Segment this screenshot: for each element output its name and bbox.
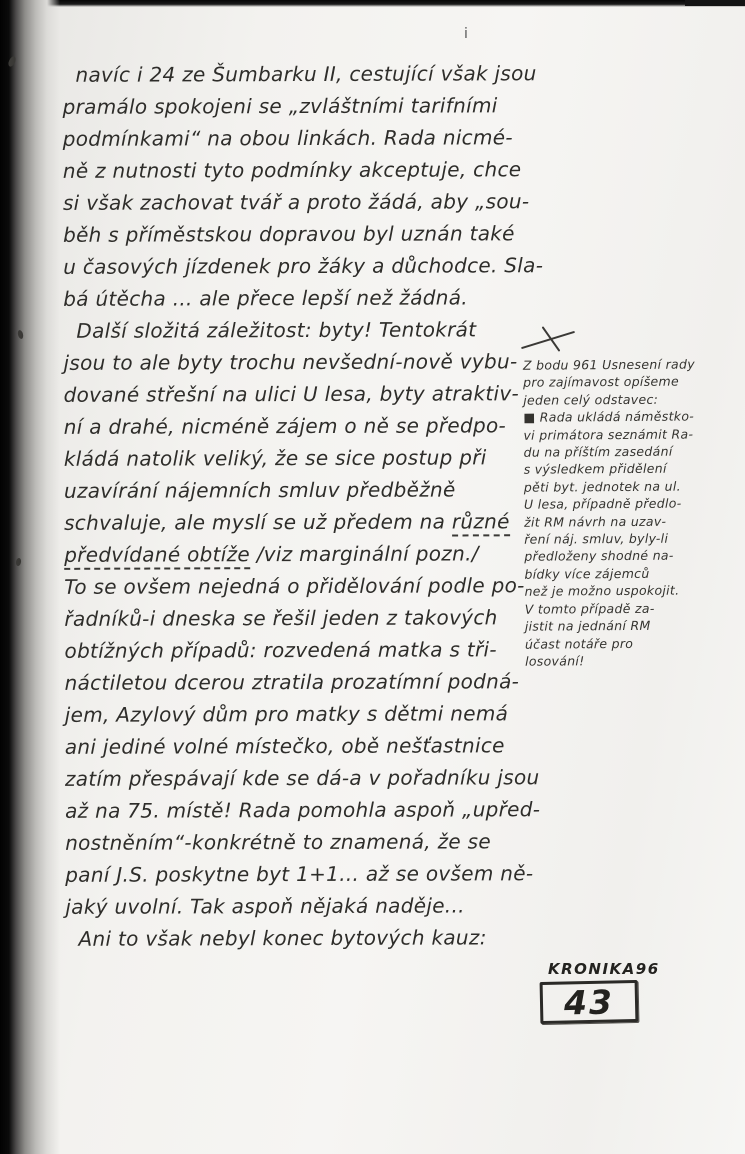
page-footer (540, 960, 700, 1023)
text-line: paní J.S. poskytne byt 1+1... až se ovšem ně- (65, 861, 534, 887)
text-line: jem, Azylový dům pro matky s dětmi nemá (64, 701, 509, 727)
margin-note-line: pěti byt. jednotek na ul. (523, 478, 681, 495)
margin-note-line: V tomto případě za- (524, 600, 655, 617)
text-line: zatím přespávají kde se dá-a v pořadníku jsou (64, 765, 540, 791)
margin-x-mark-icon (522, 324, 574, 358)
text-line: dované střešní na ulici U lesa, byty atraktiv- (63, 381, 520, 407)
underlined-phrase: předvídané obtíže (64, 542, 250, 570)
margin-note-line: du na příštím zasedání (523, 443, 673, 460)
text-line: ani jediné volné místečko, obě nešťastnice (64, 733, 505, 759)
page-number-box (540, 980, 639, 1024)
text-line: bá útěcha ... ale přece lepší než žádná. (63, 285, 468, 311)
text-line: až na 75. místě! Rada pomohla aspoň „upřed- (65, 797, 541, 823)
margin-note-line: ření náj. smluv, byly-li (524, 530, 669, 547)
text-line-paragraph-start: Další složitá záležitost: byty! Tentokrát (76, 317, 477, 343)
margin-note-line: ■ Rada ukládá náměstko- (523, 408, 695, 425)
chronicle-label: KRONIKA96 (548, 960, 660, 978)
scan-edge-left (0, 0, 60, 1154)
margin-note-line: pro zajímavost opíšeme (523, 374, 679, 391)
scan-edge-corner (685, 0, 745, 6)
text-line-with-underline (64, 505, 550, 539)
text-segment: schvaluje, ale myslí se už předem na (64, 509, 452, 535)
page-number: 43 (563, 981, 615, 1023)
margin-note-line: než je možno uspokojit. (524, 582, 680, 599)
text-line: jsou to ale byty trochu nevšední-nově vybu- (63, 349, 518, 375)
margin-note-line: účast notáře pro (524, 635, 634, 652)
text-line: ní a drahé, nicméně zájem o ně se předpo- (63, 413, 507, 439)
text-line: u časových jízdenek pro žáky a důchodce. Sla- (63, 253, 544, 279)
margin-note-line: žit RM návrh na uzav- (524, 513, 667, 530)
ink-speck: i (464, 26, 469, 42)
text-line: si však zachovat tvář a proto žádá, aby „sou- (62, 189, 530, 215)
text-line: uzavírání nájemních smluv předběžně (63, 477, 456, 503)
margin-note-line: předloženy shodné na- (524, 548, 674, 565)
text-line: kládá natolik veliký, že se sice postup při (63, 445, 487, 471)
margin-note-line: bídky více zájemců (524, 565, 650, 582)
text-line: podmínkami“ na obou linkách. Rada nicmé- (62, 125, 513, 151)
scan-edge-top (0, 0, 745, 7)
margin-note-line: jeden celý odstavec: (523, 391, 659, 408)
text-line: ně z nutnosti tyto podmínky akceptuje, chce (62, 157, 522, 183)
margin-note-line: Z bodu 961 Usnesení rady (522, 356, 695, 373)
text-line: To se ovšem nejedná o přidělování podle po- (64, 573, 525, 599)
margin-note-line: s výsledkem přidělení (523, 461, 667, 478)
text-line: řadníků-i dneska se řešil jeden z takových (64, 605, 498, 631)
text-line: pramálo spokojeni se „zvláštními tarifními (62, 93, 498, 119)
text-line: obtížných případů: rozvedená matka s tři- (64, 637, 497, 663)
text-line: jaký uvolní. Tak aspoň nějaká naděje... (65, 893, 465, 919)
text-line-paragraph-start: Ani to však nebyl konec bytových kauz: (78, 925, 487, 951)
margin-note-line: U lesa, případně předlo- (523, 495, 682, 512)
margin-note-line: vi primátora seznámit Ra- (523, 426, 694, 443)
text-line: nostněním“-konkrétně to znamená, že se (65, 829, 492, 855)
text-segment: /viz marginální pozn./ (249, 541, 479, 567)
text-line: náctiletou dcerou ztratila prozatímní podná- (64, 669, 520, 695)
margin-note (523, 355, 725, 670)
margin-note-line: jistit na jednání RM (524, 617, 651, 634)
text-line: navíc i 24 ze Šumbarku II, cestující však jsou (75, 61, 537, 87)
main-handwritten-text (62, 57, 551, 955)
text-line-with-underline (64, 537, 550, 571)
text-line: běh s příměstskou dopravou byl uznán také (63, 221, 515, 247)
margin-note-line: losování! (524, 653, 585, 669)
underlined-word: různé (452, 509, 510, 536)
